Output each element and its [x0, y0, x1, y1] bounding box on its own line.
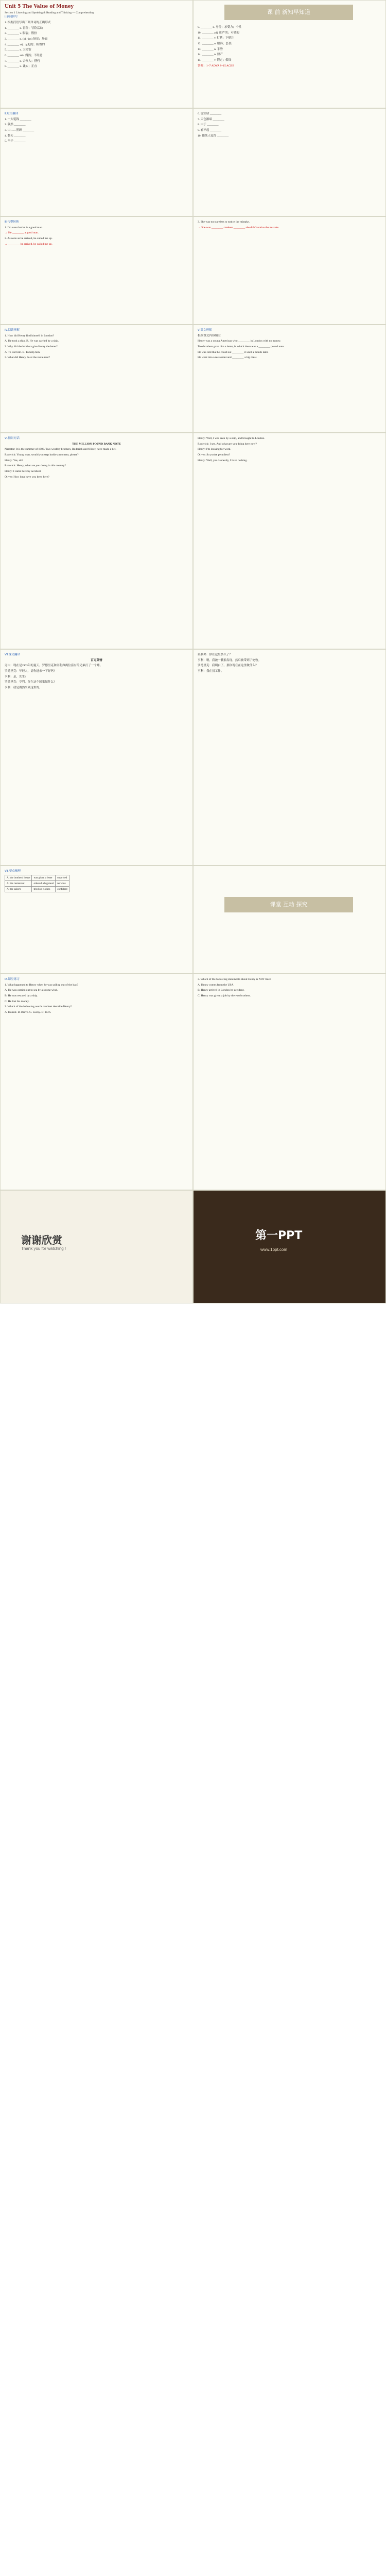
s6-title: THE MILLION POUND BANK NOTE: [72, 442, 121, 446]
slide-phrases-left: [0, 108, 193, 216]
s3-item-3: → ________ he arrived, he called me up.: [5, 242, 52, 246]
slide-reading-left: [0, 325, 193, 433]
slide-practice-left: [0, 974, 193, 1190]
slide-sentences-left: [0, 216, 193, 325]
s1-right-5: 14. ________ n. 财产: [198, 53, 223, 57]
section-line: Section 1 Listening and Speaking & Reading and Thinking — Comprehending: [5, 11, 94, 14]
s4-item-2: 2. Why did the brothers give Henry the letter?: [5, 345, 58, 348]
s1-right-2: 11. ________ v. 打赌；下赌注: [198, 37, 234, 40]
slide-classroom-right: [193, 866, 386, 974]
s1-left-1: 2. ________ v. 假装；假扮: [5, 32, 37, 36]
s6-line-4: Henry: I came here by accident.: [5, 469, 42, 473]
s3-item-5: → She was ________ careless ________ she didn't notice the mistake.: [198, 226, 279, 229]
s7-title: 百万英镑: [91, 658, 102, 662]
s4-item-3: A. To test him. B. To help him.: [5, 350, 41, 354]
s1-left-3: 4. ________ adj. 无礼的；粗鲁的: [5, 43, 45, 46]
s1-left-0: 1. ________ n. 冒险；冒险活动: [5, 26, 43, 30]
s7-para-4: 亨利：我是偶然来到这里的。: [5, 686, 42, 689]
s1-right-6: 15. ________ v. 假定；假设: [198, 58, 232, 62]
s1-left-6: 7. ________ n. 合伙人；搭档: [5, 59, 40, 63]
s6-line-7: Roderick: I see. And what are you doing here now?: [198, 442, 257, 446]
s3-heading: Ⅲ.句型转换: [5, 221, 19, 224]
s9-item-3: C. He lost his money.: [5, 999, 30, 1003]
slide-dialogue-left: [0, 433, 193, 649]
slide-sentences-right: [193, 216, 386, 325]
s2-right-1: 7. 天色渐暗 ________: [198, 117, 224, 121]
s3-item-4: 3. She was too careless to notice the mistake.: [198, 221, 250, 224]
s7-para-1: 罗德里克：年轻人，请你进来一下好吗？: [5, 669, 57, 673]
s1-heading: Ⅰ.单词拼写: [5, 15, 18, 19]
s6-line-3: Roderick: Henry, what are you doing in this country?: [5, 464, 66, 468]
s6-line-10: Henry: Well, yes. Honestly, I have nothing.: [198, 459, 248, 462]
thanks-title: 谢谢欣赏: [21, 1234, 62, 1246]
brand-logo: 第一PPT: [255, 1229, 303, 1242]
s6-line-9: Oliver: So you're penniless?: [198, 453, 230, 456]
s2-left-4: 5. 至于 ________: [5, 140, 26, 143]
s4-item-1: A. He took a ship. B. He was carried by a ship.: [5, 340, 59, 343]
slide-dialogue-right: [193, 433, 386, 649]
slide-vocab-left: [0, 0, 193, 108]
s5-blank-2: He was told that he could not ________ it until a month later.: [198, 350, 269, 354]
s2-left-1: 2. 偶然 ________: [5, 123, 26, 127]
s2-right-3: 9. 看不起 ________: [198, 128, 222, 132]
s1-right-3: 12. ________ n. 服饰；套装: [198, 42, 232, 45]
s6-line-8: Henry: I'm looking for work.: [198, 448, 231, 451]
slide-translation-left: [0, 649, 193, 866]
s9-item-2: B. He was rescued by a ship.: [5, 994, 38, 997]
s1-left-7: 8. ________ n. 诚实；正直: [5, 65, 37, 69]
s1-answers: 答案：1~7 ADVA 8~15 ACBB: [198, 64, 235, 67]
s6-line-2: Henry: Yes, sir?: [5, 459, 23, 462]
s3-item-2: 2. As soon as he arrived, he called me up.: [5, 236, 52, 240]
s2-right-0: 6. 说实话 ________: [198, 112, 222, 115]
unit-title: Unit 5 The Value of Money: [5, 4, 74, 9]
table-row: At the brothers' house was given a letter surprised: [5, 875, 69, 880]
thanks-subtitle: Thank you for watching !: [21, 1246, 66, 1251]
slide-classroom-left: [0, 866, 193, 974]
slide-translation-right: [193, 649, 386, 866]
banner-classroom: 课堂 互动 探究: [224, 897, 353, 912]
s7-para-3: 罗德里克：亨利，你在这个国家做什么？: [5, 681, 57, 684]
s2-right-4: 10. 使某人觉得 ________: [198, 134, 229, 138]
s3-item-1: → He ________ a good man.: [5, 231, 39, 235]
s1-left-4: 5. ________ n. 大使馆: [5, 48, 31, 52]
s1-right-4: 13. ________ n. 手势: [198, 47, 223, 51]
s6-line-0: Narrator: It is the summer of 1903. Two wealthy brothers, Roderick and Oliver, have made a bet.: [5, 448, 116, 451]
s9-item-0: 1. What happened to Henry when he was sailing out of the bay?: [5, 983, 78, 987]
s9-item-5: A. Honest. B. Brave. C. Lucky. D. Rich.: [5, 1010, 51, 1014]
s1-intro: 1. 根据汉语写出下列单词的正确形式: [5, 21, 51, 25]
s4-item-4: 3. What did Henry do at the restaurant?: [5, 356, 50, 360]
s7-para-8: 亨利：我在找工作。: [198, 669, 224, 673]
s2-left-0: 1. 一大笔钱 ________: [5, 117, 31, 121]
slide-practice-right: [193, 974, 386, 1190]
s9-heading: Ⅸ.课堂练习: [5, 978, 20, 981]
s2-left-2: 3. 由……照顾 ________: [5, 128, 34, 132]
s5-blank-1: Two brothers gave him a letter, in which there was a ________ pound note.: [198, 345, 285, 348]
s2-right-2: 8. 由于 ________: [198, 123, 219, 127]
table-row: At the tailor's tried on clothes confident: [5, 886, 69, 892]
slide-vocab-right: [193, 0, 386, 108]
s5-heading: Ⅴ.课文理解: [198, 329, 212, 332]
s1-left-5: 6. ________ adv. 偶然；不经意: [5, 54, 43, 58]
s1-left-2: 3. ________ n. (pl. -ies) 场景；场面: [5, 38, 48, 41]
s7-para-2: 亨利：是，先生？: [5, 675, 28, 679]
s5-blank-0: Henry was a young American who ________ in London with no money.: [198, 340, 281, 343]
s9-item-7: A. Henry comes from the USA.: [198, 983, 234, 987]
s4-heading: Ⅳ.阅读理解: [5, 329, 20, 332]
s2-left-3: 4. 整天 ________: [5, 134, 26, 138]
events-table: [5, 875, 69, 892]
s6-line-6: Henry: Well, I was seen by a ship, and brought to London.: [198, 437, 265, 440]
s9-item-9: C. Henry was given a job by the two brothers.: [198, 994, 251, 997]
s7-para-7: 罗德里克：我明白了。那你现在在这里做什么？: [198, 664, 258, 668]
table-row: At the restaurant ordered a big meal nervous: [5, 880, 69, 886]
s6-line-1: Roderick: Young man, would you step inside a moment, please?: [5, 453, 79, 456]
s9-item-1: A. He was carried out to sea by a strong wind.: [5, 989, 58, 992]
slide-brand: [193, 1190, 386, 1303]
s5-blank-3: He went into a restaurant and ________ a big meal.: [198, 356, 257, 360]
s7-para-5: 奥利弗：你在这里多久了？: [198, 653, 233, 656]
banner-new-knowledge: 课 前 新知早知道: [224, 5, 353, 20]
s1-right-0: 9. ________ n. 身份；承受力；个性: [198, 26, 242, 29]
s7-para-6: 亨利：嗯，我被一艘船发现，然后被带到了伦敦。: [198, 658, 261, 662]
brand-site: www.1ppt.com: [260, 1247, 288, 1252]
s5-intro: 根据课文内容填空: [198, 334, 221, 337]
s8-heading: Ⅷ.要点梳理: [5, 870, 21, 873]
s3-item-0: 1. I'm sure that he is a good man.: [5, 226, 43, 229]
s9-item-6: 3. Which of the following statements about Henry is NOT true?: [198, 978, 271, 981]
s1-right-1: 10. ________ adj. 庄严的；可敬的: [198, 31, 239, 35]
slide-phrases-right: [193, 108, 386, 216]
s6-line-5: Oliver: How long have you been here?: [5, 475, 49, 479]
s4-item-0: 1. How did Henry find himself in London?: [5, 334, 55, 337]
s9-item-8: B. Henry arrived in London by accident.: [198, 989, 244, 992]
s7-para-0: 旁白：现在是1903年的夏天。罗德里克和奥利弗两位富有的兄弟打了一个赌。: [5, 664, 103, 668]
slide-thanks: [0, 1190, 193, 1303]
s7-heading: Ⅶ.课文翻译: [5, 653, 21, 656]
slide-reading-right: [193, 325, 386, 433]
s6-heading: Ⅵ.情景对话: [5, 437, 20, 440]
s9-item-4: 2. Which of the following words can best describe Henry?: [5, 1005, 72, 1009]
s2-heading: Ⅱ.短语翻译: [5, 112, 19, 115]
